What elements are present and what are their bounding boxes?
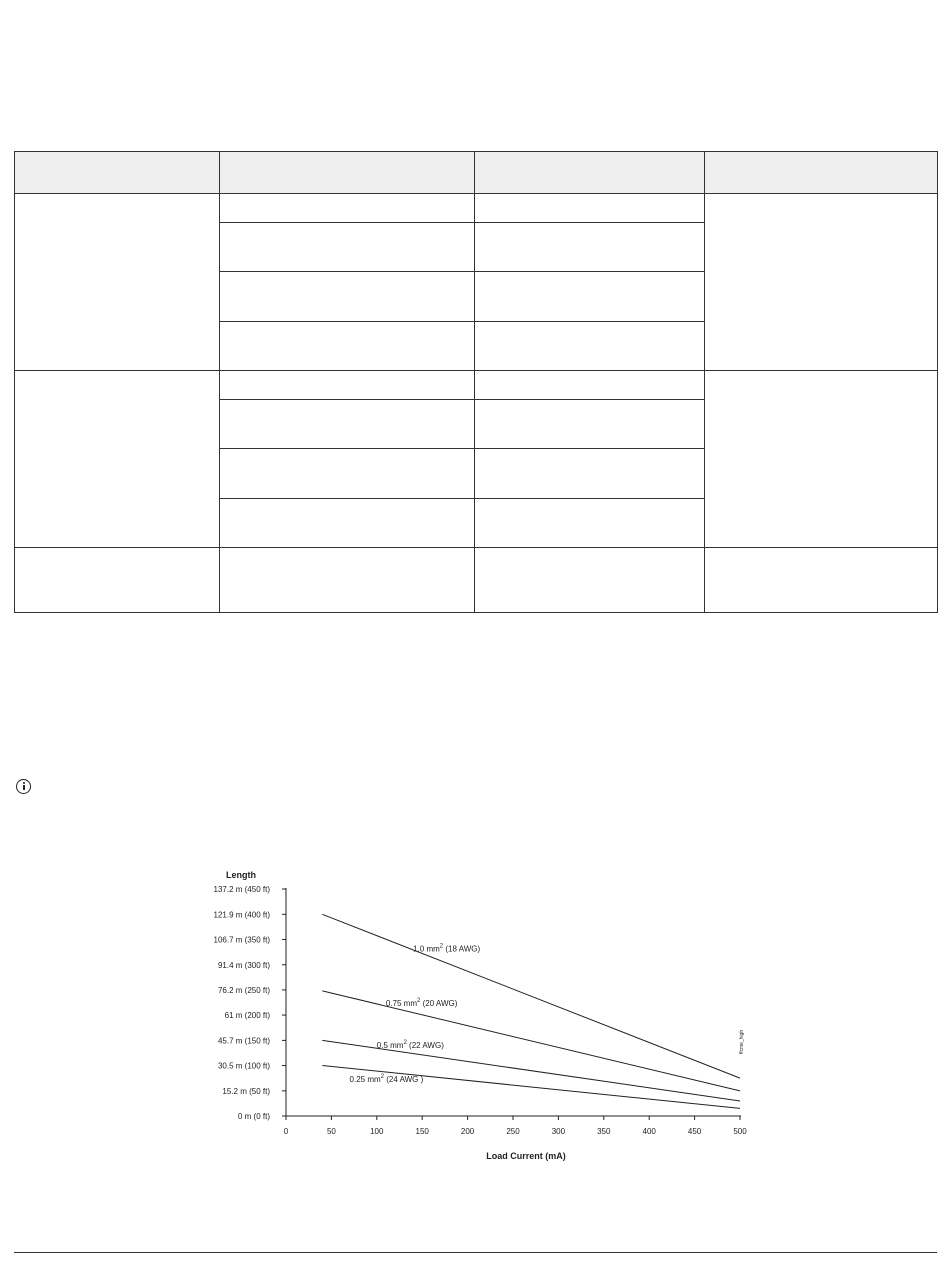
table-cell [475, 400, 705, 449]
series-label-4: 0.25 $mm^2$ (24 AWG ) [349, 1074, 424, 1085]
table-cell [475, 371, 705, 400]
x-tick-label: 100 [370, 1127, 384, 1136]
y-tick-label: 0 m (0 ft) [237, 1112, 270, 1121]
info-icon [16, 779, 31, 794]
y-tick-label: 106.7 m (350 ft) [213, 935, 270, 945]
table-cell [220, 499, 475, 548]
header-cell [475, 152, 705, 194]
table-cell [475, 322, 705, 371]
table-cell [475, 194, 705, 223]
table-cell [220, 223, 475, 272]
table-cell [220, 371, 475, 400]
table-cell [220, 449, 475, 499]
y-tick-label: 121.9 m (400 ft) [213, 910, 270, 920]
x-tick-label: 150 [415, 1127, 429, 1136]
series-label-2: 0.75 $mm^2$ (20 AWG) [385, 997, 458, 1008]
y-tick-label: 137.2 m (450 ft) [213, 885, 270, 894]
y-tick-label: 91.4 m (300 ft) [217, 960, 270, 970]
table-cell [220, 548, 475, 613]
y-axis-title: Length [226, 870, 256, 880]
y-tick-label: 15.2 m (50 ft) [222, 1086, 270, 1096]
x-tick-label: 450 [687, 1127, 702, 1136]
figure-side-note: ffcme_high [739, 1029, 745, 1055]
series-line-4 [322, 1066, 740, 1109]
group-cell [15, 371, 220, 548]
table-cell [475, 272, 705, 322]
header-cell [220, 152, 475, 194]
table-cell [220, 194, 475, 223]
x-axis-title: Load Current (mA) [486, 1151, 566, 1161]
series-label-1: 1.0 $mm^2$ (18 AWG) [413, 943, 481, 954]
series-line-1 [322, 914, 740, 1078]
x-tick-label: 200 [460, 1127, 475, 1136]
table-cell [475, 499, 705, 548]
cable-length-chart [180, 862, 770, 1172]
group-note-cell [705, 194, 938, 371]
table-cell [220, 322, 475, 371]
x-tick-label: 0 [283, 1127, 289, 1136]
x-tick-label: 500 [733, 1127, 747, 1136]
header-cell [705, 152, 938, 194]
table-cell [220, 400, 475, 449]
footer-rule [14, 1252, 937, 1253]
table-cell [475, 223, 705, 272]
table-cell [220, 272, 475, 322]
y-tick-label: 45.7 m (150 ft) [217, 1036, 270, 1046]
table-row [15, 371, 938, 400]
table-cell [475, 449, 705, 499]
group-cell [15, 194, 220, 371]
table-row [15, 194, 938, 223]
table-cell [705, 548, 938, 613]
y-tick-label: 61 m (200 ft) [224, 1011, 270, 1021]
group-note-cell [705, 371, 938, 548]
table-cell [475, 548, 705, 613]
y-tick-label: 30.5 m (100 ft) [217, 1061, 270, 1071]
x-tick-label: 350 [597, 1127, 611, 1136]
header-cell [15, 152, 220, 194]
specification-table [14, 151, 938, 613]
x-tick-label: 50 [326, 1127, 336, 1136]
series-label-3: 0.5 $mm^2$ (22 AWG) [376, 1040, 444, 1051]
x-tick-label: 400 [642, 1127, 656, 1136]
x-tick-label: 300 [551, 1127, 566, 1136]
table-row [15, 548, 938, 613]
table-header-row [15, 152, 938, 194]
table-cell [15, 548, 220, 613]
x-tick-label: 250 [506, 1127, 520, 1136]
y-tick-label: 76.2 m (250 ft) [217, 985, 270, 995]
